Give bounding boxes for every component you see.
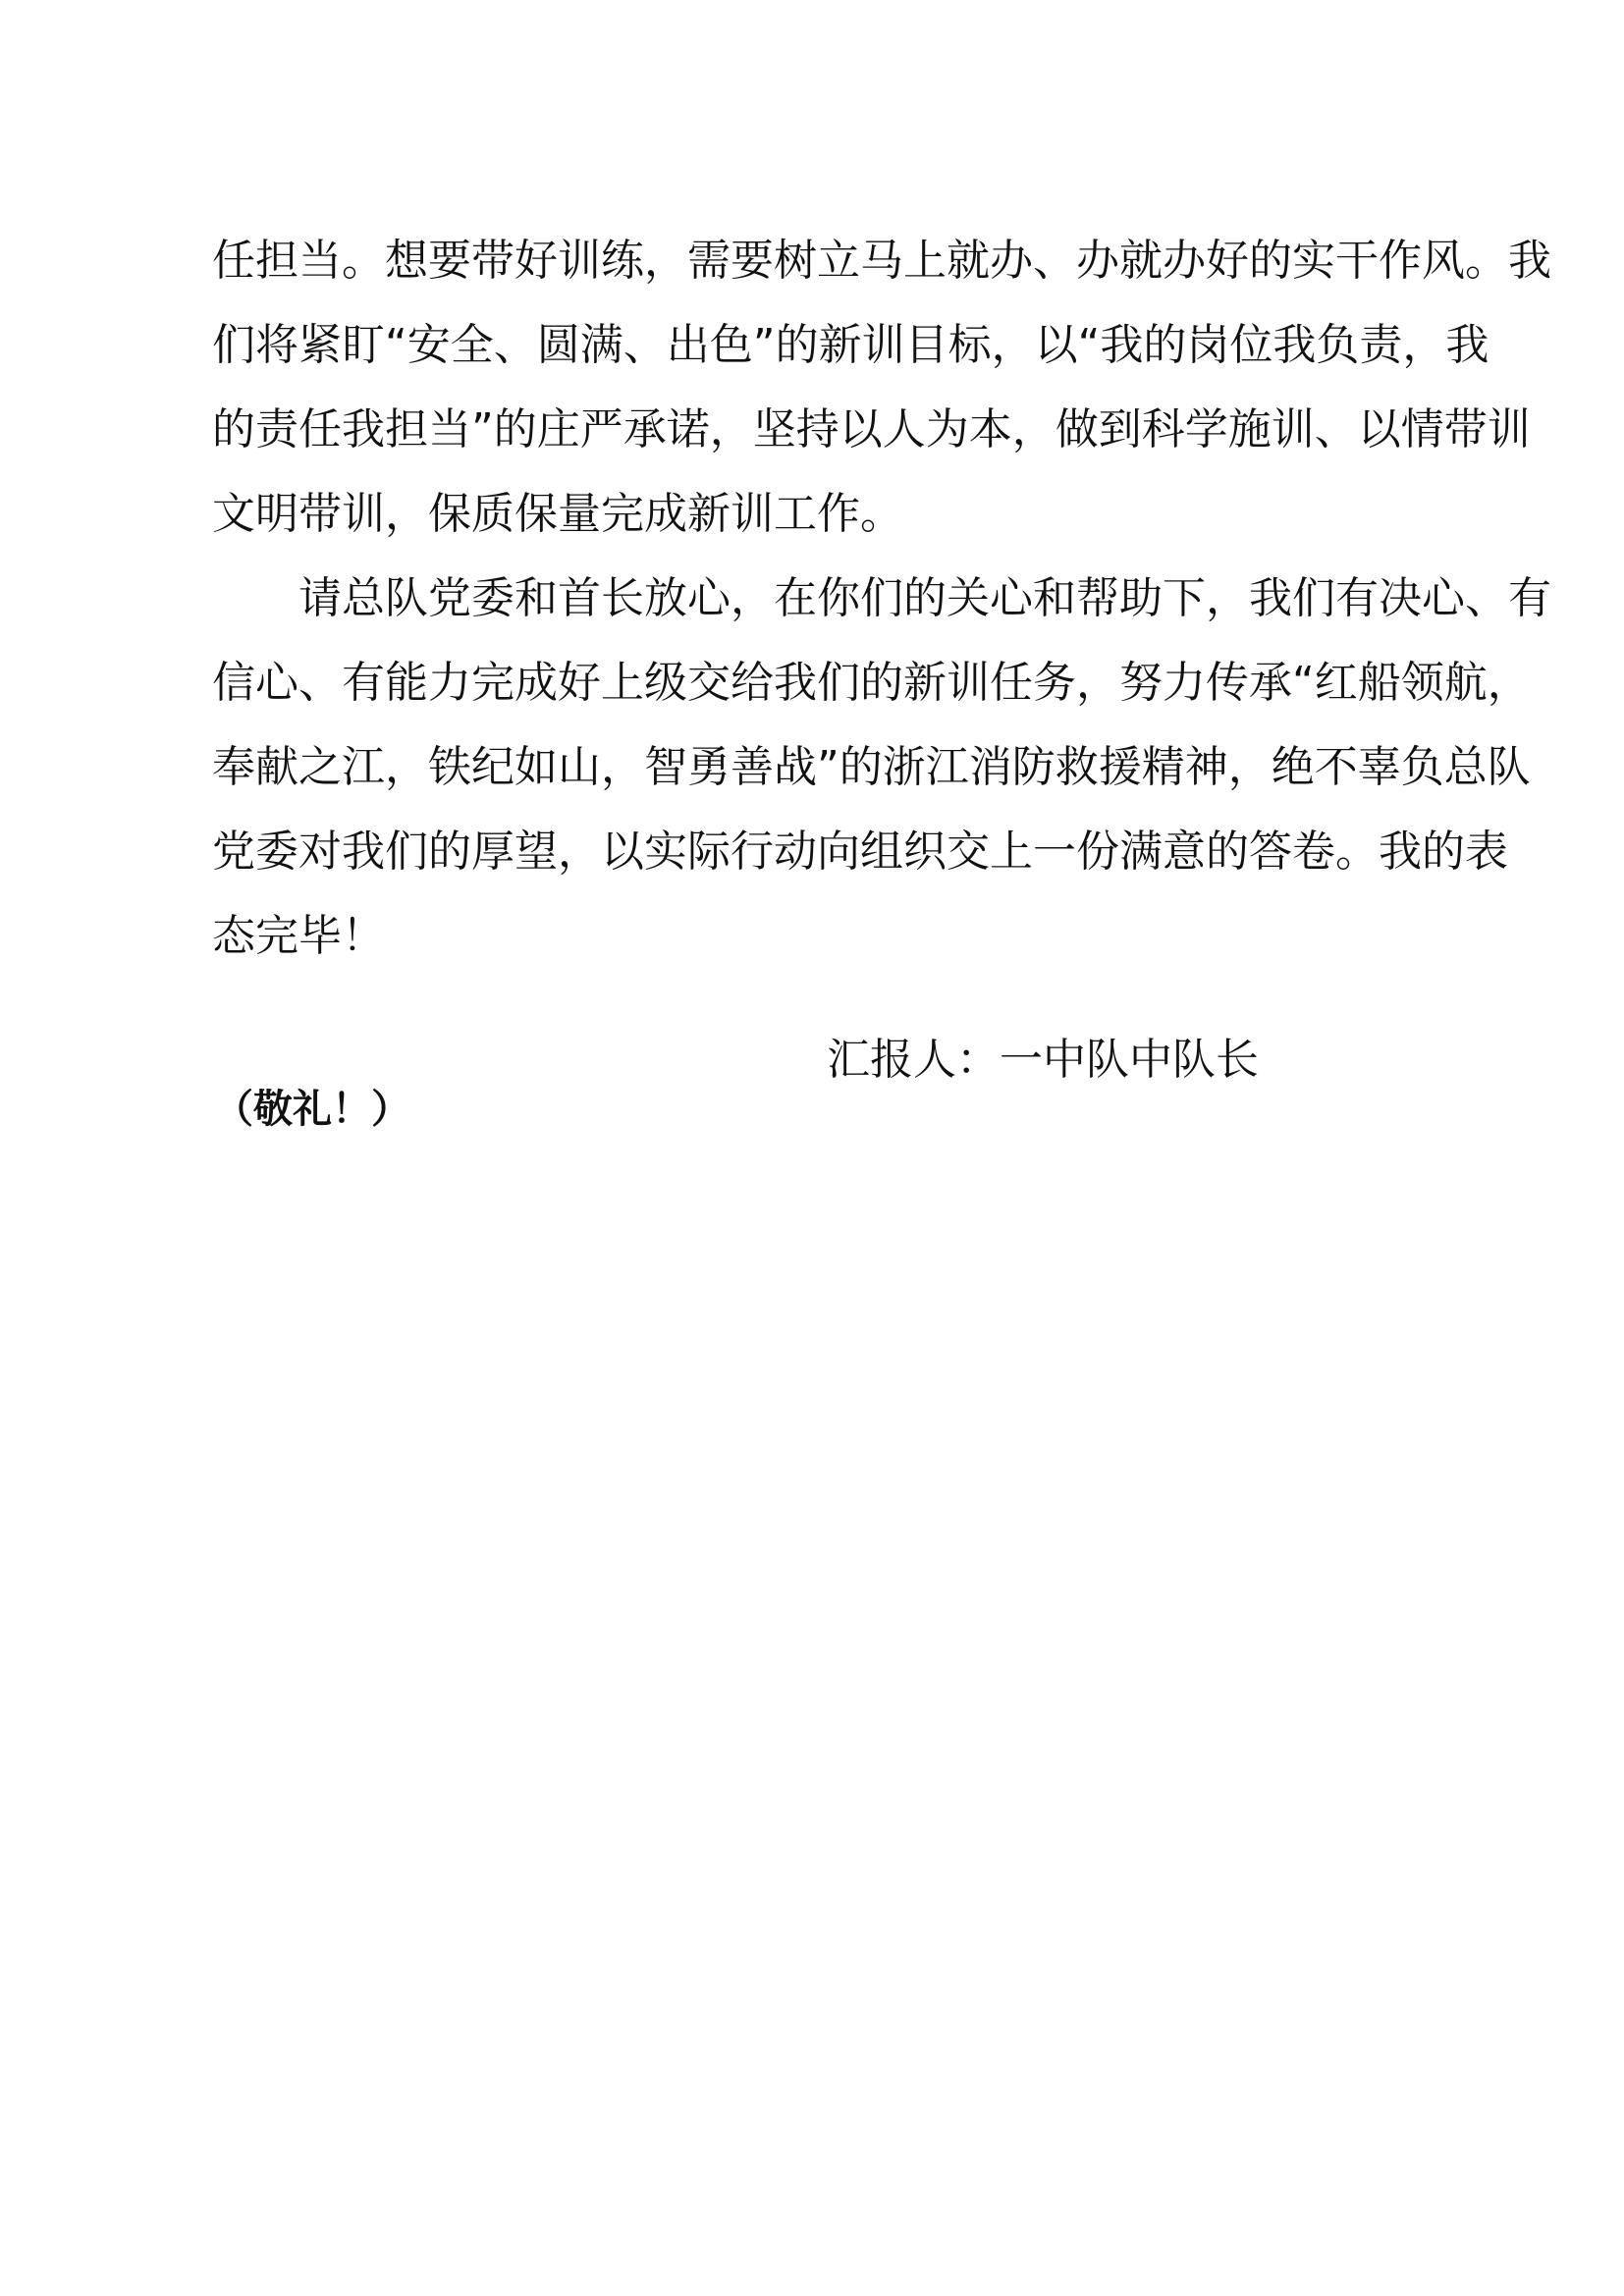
paragraph-2-line-1: 请总队党委和首长放心，在你们的关心和帮助下，我们有决心、有: [298, 573, 1551, 623]
paragraph-1-line-4: 文明带训，保质保量完成新训工作。: [212, 489, 903, 539]
closing-salute: （敬礼！）: [214, 1087, 410, 1132]
paragraph-1-line-2: 们将紧盯“安全、圆满、出色”的新训目标，以“我的岗位我负责，我: [212, 320, 1489, 370]
paragraph-1-line-3: 的责任我担当”的庄严承诺，坚持以人为本，做到科学施训、以情带训: [212, 404, 1531, 454]
signature-line: 汇报人：一中队中队长: [827, 1035, 1259, 1085]
paragraph-2-line-5: 态完毕！: [212, 911, 385, 961]
paragraph-2-line-2: 信心、有能力完成好上级交给我们的新训任务，努力传承“红船领航，: [212, 658, 1531, 708]
paragraph-2-line-3: 奉献之江，铁纪如山，智勇善战”的浙江消防救援精神，绝不辜负总队: [212, 742, 1531, 792]
paragraph-2-line-4: 党委对我们的厚望，以实际行动向组织交上一份满意的答卷。我的表: [212, 827, 1508, 877]
paragraph-1-line-1: 任担当。想要带好训练，需要树立马上就办、办就办好的实干作风。我: [212, 236, 1551, 286]
